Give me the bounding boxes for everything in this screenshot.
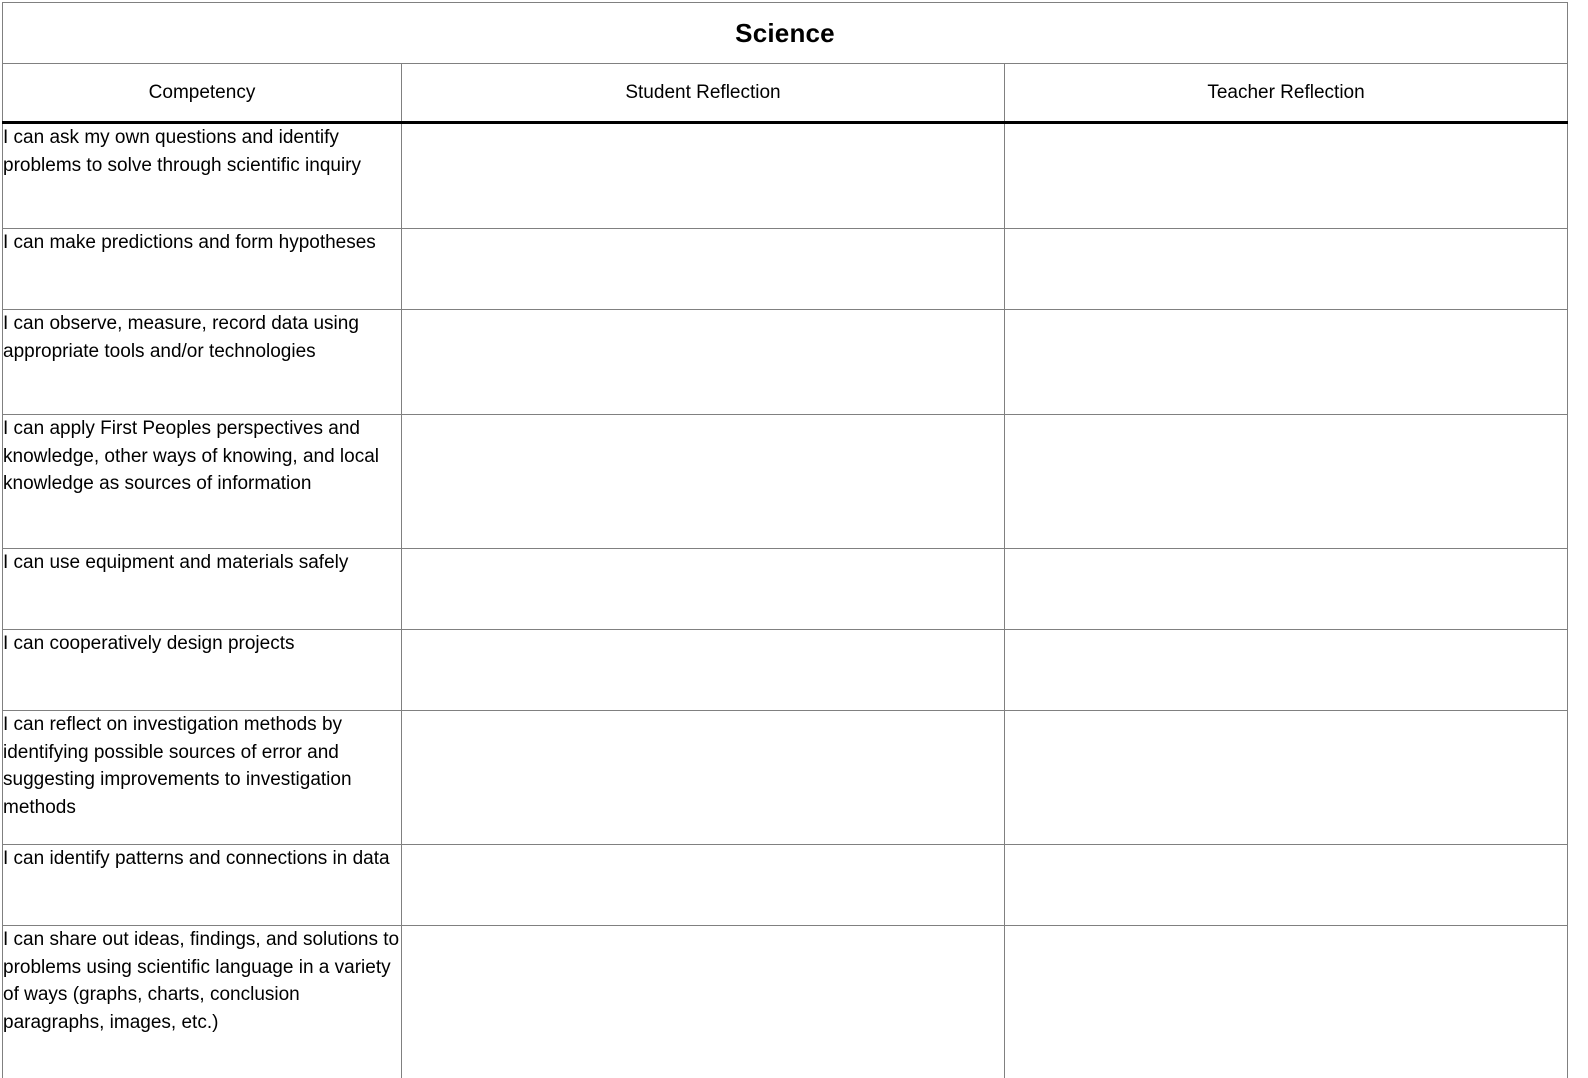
table-row xyxy=(3,415,1568,549)
student-reflection-field[interactable] xyxy=(402,711,1005,845)
column-header-student-reflection: Student Reflection xyxy=(402,64,1005,123)
table-row xyxy=(3,630,1568,711)
competency-text: I can share out ideas, findings, and solutions to problems using scientific language in a variety of ways (graphs, charts, conclusion paragraphs, images, etc.) xyxy=(3,926,402,1078)
competency-text: I can reflect on investigation methods by identifying possible sources of error and suggesting improvements to investigation methods xyxy=(3,711,402,845)
table-row xyxy=(3,845,1568,926)
student-reflection-field[interactable] xyxy=(402,630,1005,711)
table-row xyxy=(3,549,1568,630)
table-title-row xyxy=(3,3,1568,64)
student-reflection-field[interactable] xyxy=(402,415,1005,549)
competency-text: I can make predictions and form hypotheses xyxy=(3,229,402,310)
competency-text: I can cooperatively design projects xyxy=(3,630,402,711)
teacher-reflection-field[interactable] xyxy=(1005,549,1568,630)
teacher-reflection-field[interactable] xyxy=(1005,711,1568,845)
table-row xyxy=(3,229,1568,310)
science-competency-table xyxy=(2,2,1568,1078)
student-reflection-field[interactable] xyxy=(402,549,1005,630)
student-reflection-field[interactable] xyxy=(402,845,1005,926)
page-title: Science xyxy=(3,3,1568,64)
student-reflection-field[interactable] xyxy=(402,123,1005,229)
column-header-teacher-reflection: Teacher Reflection xyxy=(1005,64,1568,123)
teacher-reflection-field[interactable] xyxy=(1005,630,1568,711)
table-row xyxy=(3,123,1568,229)
column-header-competency: Competency xyxy=(3,64,402,123)
student-reflection-field[interactable] xyxy=(402,926,1005,1078)
teacher-reflection-field[interactable] xyxy=(1005,310,1568,415)
competency-text: I can identify patterns and connections in data xyxy=(3,845,402,926)
table-row xyxy=(3,310,1568,415)
teacher-reflection-field[interactable] xyxy=(1005,229,1568,310)
table-header-row xyxy=(3,64,1568,123)
teacher-reflection-field[interactable] xyxy=(1005,123,1568,229)
table-row xyxy=(3,926,1568,1078)
competency-text: I can use equipment and materials safely xyxy=(3,549,402,630)
teacher-reflection-field[interactable] xyxy=(1005,845,1568,926)
table-row xyxy=(3,711,1568,845)
student-reflection-field[interactable] xyxy=(402,229,1005,310)
student-reflection-field[interactable] xyxy=(402,310,1005,415)
teacher-reflection-field[interactable] xyxy=(1005,415,1568,549)
competency-text: I can observe, measure, record data using appropriate tools and/or technologies xyxy=(3,310,402,415)
teacher-reflection-field[interactable] xyxy=(1005,926,1568,1078)
competency-text: I can ask my own questions and identify problems to solve through scientific inquiry xyxy=(3,123,402,229)
competency-text: I can apply First Peoples perspectives and knowledge, other ways of knowing, and local knowledge as sources of information xyxy=(3,415,402,549)
